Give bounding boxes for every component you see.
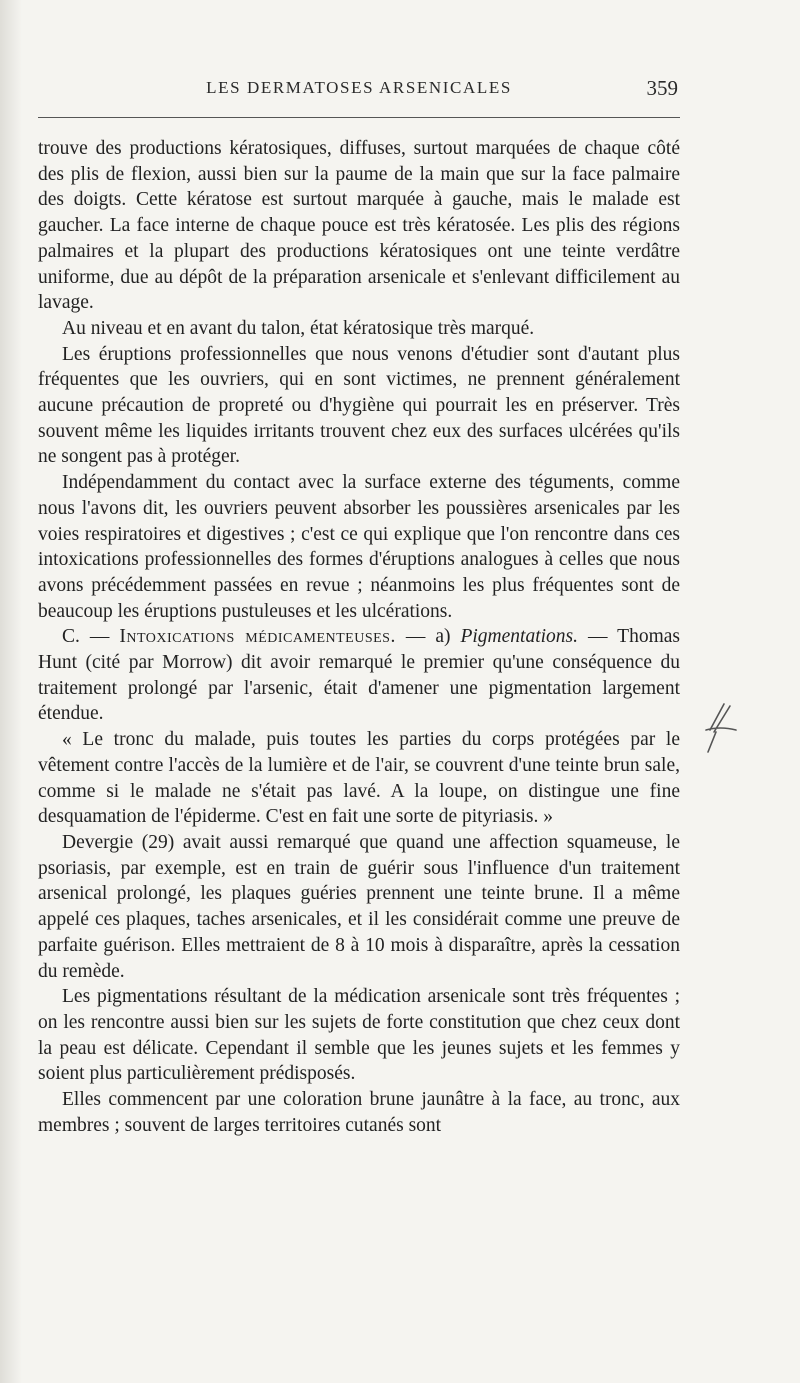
header-rule (38, 117, 680, 118)
paragraph-5 (38, 624, 680, 727)
paragraph-7: Devergie (29) avait aussi remarqué que quand une affection squameuse, le psoriasis, par exemple, est en train de guérir sous l'influence d'un traitement arsenical prolongé, les plaques guéries prennent une teinte brune. Il a même appelé ces plaques, taches arsenicales, et il les considérait comme une preuve de parfaite guérison. Elles mettraient de 8 à 10 mois à disparaître, après la cessation du remède. (38, 831, 680, 982)
running-title: LES DERMATOSES ARSENICALES (206, 78, 512, 97)
paragraph-1: trouve des productions kératosiques, diffuses, surtout marquées de chaque côté des plis de flexion, aussi bien sur la paume de la main que sur la face palmaire des doigts. Cette kératose est surtout marquée à gauche, mais le malade est gaucher. La face interne de chaque pouce est très kératosée. Les plis des régions palmaires et la plupart des productions kératosiques ont une teinte verdâtre uniforme, due au dépôt de la préparation arsenicale et s'enlevant difficilement au lavage. (38, 138, 680, 314)
running-head (38, 76, 680, 102)
subsection-heading: Pigmentations. (460, 626, 579, 648)
handwritten-pencil-mark-icon (702, 700, 742, 760)
paragraph-2: Au niveau et en avant du talon, état kératosique très marqué. (62, 317, 535, 339)
paragraph-5-text: — Thomas Hunt (cité par Morrow) dit avoir remarqué le premier qu'une conséquence du traitement prolongé par l'arsenic, était d'amener une pigmentation largement étendue. (38, 626, 680, 725)
section-lead: C. — (62, 626, 120, 648)
binding-shadow (0, 0, 22, 1383)
paragraph-3: Les éruptions professionnelles que nous venons d'étudier sont d'autant plus fréquentes que les ouvriers, qui en sont victimes, ne prennent généralement aucune précaution de propreté ou d'hygiène qui pourrait les en préserver. Très souvent même les liquides irritants trouvent chez eux des surfaces ulcérées qu'ils ne songent pas à protéger. (38, 343, 680, 468)
paragraph-9: Elles commencent par une coloration brune jaunâtre à la face, au tronc, aux membres ; souvent de larges territoires cutanés sont (38, 1089, 680, 1136)
section-heading: Intoxications médicamenteuses. (119, 626, 396, 648)
section-dash: — a) (395, 626, 461, 648)
paragraph-4: Indépendamment du contact avec la surface externe des téguments, comme nous l'avons dit, les ouvriers peuvent absorber les poussières arsenicales par les voies respiratoires et digestives ; c'est ce qui explique que l'on rencontre dans ces intoxications professionnelles des formes d'éruptions analogues à celles que nous avons précédemment passées en revue ; néanmoins les plus fréquentes sont de beaucoup les éruptions pustuleuses et les ulcérations. (38, 472, 680, 622)
body-text (38, 136, 680, 1138)
paragraph-6: « Le tronc du malade, puis toutes les parties du corps protégées par le vêtement contre l'accès de la lumière et de l'air, se couvrent d'une teinte brun sale, comme si le malade ne s'était pas lavé. A la loupe, on distingue une fine desquamation de l'épiderme. C'est en fait une sorte de pityriasis. » (38, 729, 680, 828)
paragraph-8: Les pigmentations résultant de la médication arsenicale sont très fréquentes ; on les rencontre aussi bien sur les sujets de forte constitution que chez ceux dont la peau est délicate. Cependant il semble que les jeunes sujets et les femmes y soient plus particulièrement prédisposés. (38, 986, 680, 1085)
page-number: 359 (646, 76, 678, 100)
